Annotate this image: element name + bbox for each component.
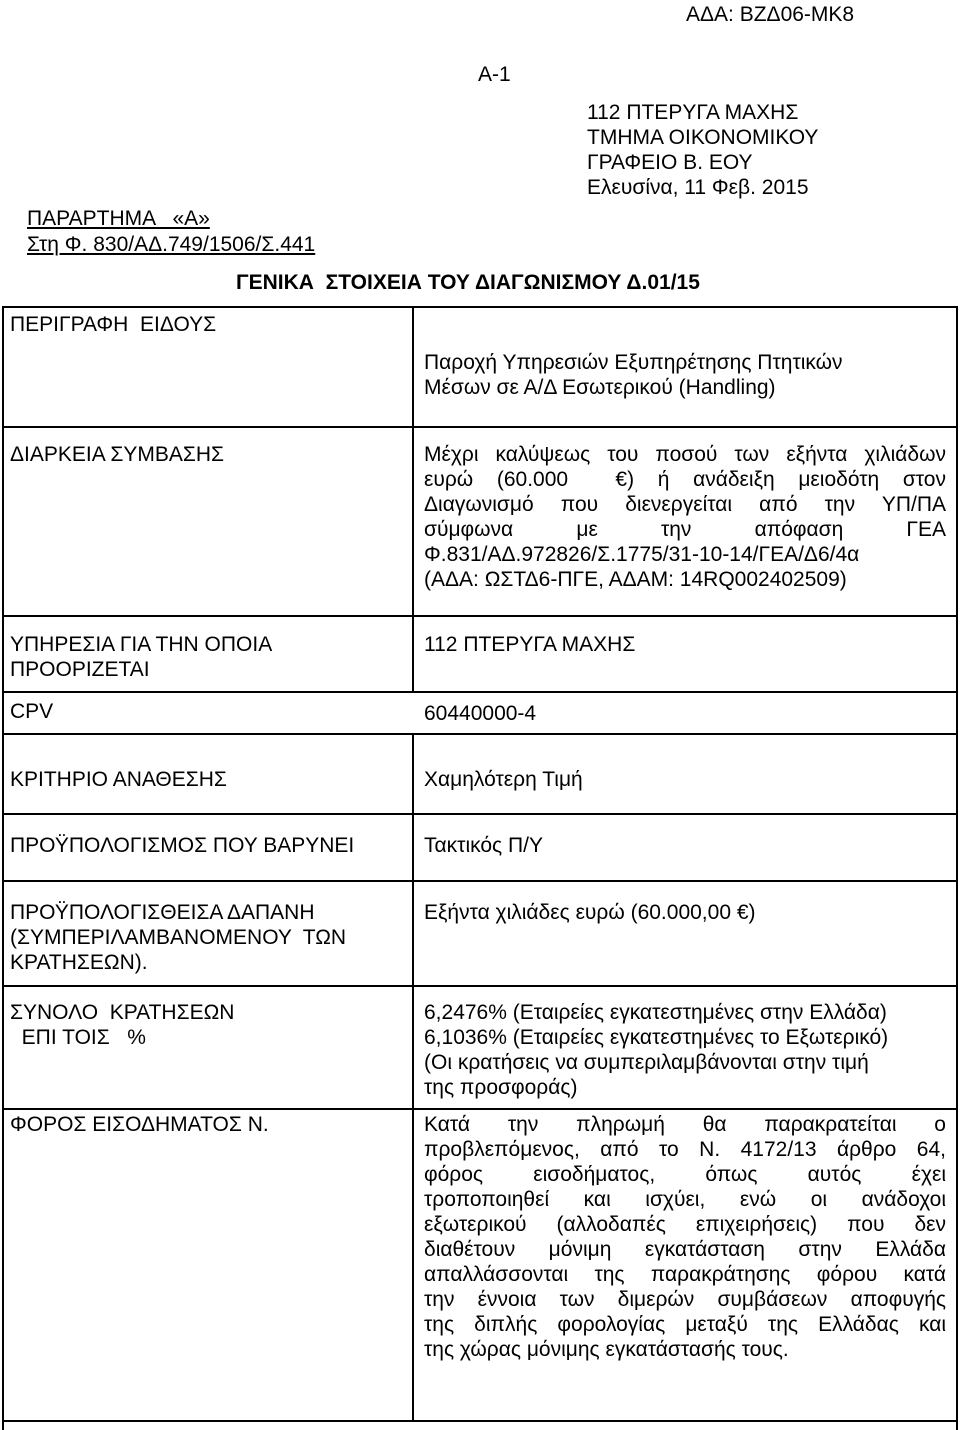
label-line: (ΣΥΜΠΕΡΙΛΑΜΒΑΝΟΜΕΝΟΥ ΤΩΝ xyxy=(10,926,347,949)
label-line: ΠΡΟΟΡΙΖΕΤΑΙ xyxy=(10,658,150,681)
value-line: Διαγωνισμό που διενεργείται από την ΥΠ/ΠΑ xyxy=(424,493,946,516)
value-line: φόρος εισοδήματος, όπως αυτός έχει xyxy=(424,1163,946,1186)
label-line: ΚΡΑΤΗΣΕΩΝ). xyxy=(10,951,148,974)
row-divider xyxy=(2,1108,958,1110)
row-label: CPV xyxy=(10,700,54,723)
ada-code: ΑΔΑ: ΒΖΔ06-ΜΚ8 xyxy=(686,3,855,26)
row-value: Τακτικός Π/Υ xyxy=(424,834,544,857)
row-divider xyxy=(2,985,958,987)
issuer-line: 112 ΠΤΕΡΥΓΑ ΜΑΧΗΣ xyxy=(587,101,799,124)
row-value xyxy=(424,350,949,400)
appendix-title: ΠΑΡΑΡΤΗΜΑ «Α» xyxy=(27,207,210,230)
label-line: ΣΥΝΟΛΟ ΚΡΑΤΗΣΕΩΝ xyxy=(10,1001,235,1024)
value-line: Μέχρι καλύψεως του ποσού των εξήντα χιλιάδων xyxy=(424,443,946,466)
table-border-left xyxy=(2,306,4,1430)
row-value xyxy=(424,442,946,592)
value-line: Μέσων σε Α/Δ Εσωτερικού (Handling) xyxy=(424,376,776,399)
value-line: προβλεπόμενος, από το Ν. 4172/13 άρθρο 64, xyxy=(424,1138,946,1161)
row-value: 60440000-4 xyxy=(424,702,537,725)
value-line: Παροχή Υπηρεσιών Εξυπηρέτησης Πτητικών xyxy=(424,351,843,374)
row-divider xyxy=(2,426,958,428)
appendix-reference: Στη Φ. 830/ΑΔ.749/1506/Σ.441 xyxy=(27,233,316,256)
annex-number: Α-1 xyxy=(478,63,511,86)
value-line: σύμφωνα με την απόφαση ΓΕΑ xyxy=(424,518,946,541)
column-divider xyxy=(412,733,414,1422)
row-value: Εξήντα χιλιάδες ευρώ (60.000,00 €) xyxy=(424,901,756,924)
value-line: απαλλάσσονται της παρακράτησης φόρου κατά xyxy=(424,1263,946,1286)
row-divider xyxy=(2,880,958,882)
row-label: ΠΡΟΫΠΟΛΟΓΙΣΜΟΣ ΠΟΥ ΒΑΡΥΝΕΙ xyxy=(10,834,355,857)
issuer-date-line: Ελευσίνα, 11 Φεβ. 2015 xyxy=(587,176,809,199)
row-label xyxy=(10,1000,234,1050)
issuer-line: ΓΡΑΦΕΙΟ Β. ΕΟΥ xyxy=(587,151,753,174)
row-label: ΚΡΙΤΗΡΙΟ ΑΝΑΘΕΣΗΣ xyxy=(10,768,227,791)
table-border-bottom xyxy=(2,1420,958,1422)
row-label: ΦΟΡΟΣ ΕΙΣΟΔΗΜΑΤΟΣ Ν. xyxy=(10,1113,269,1136)
value-line: 6,1036% (Εταιρείες εγκατεστημένες το Εξωτερικό) xyxy=(424,1026,889,1049)
value-line: της διπλής φορολογίας μεταξύ της Ελλάδας και xyxy=(424,1313,946,1336)
value-line: (ΑΔΑ: ΩΣΤΔ6-ΠΓΕ, ΑΔΑΜ: 14RQ002402509) xyxy=(424,568,847,591)
value-line: Φ.831/ΑΔ.972826/Σ.1775/31-10-14/ΓΕΑ/Δ6/4α xyxy=(424,543,860,566)
label-line: ΥΠΗΡΕΣΙΑ ΓΙΑ ΤΗΝ ΟΠΟΙΑ xyxy=(10,633,273,656)
row-value: Χαμηλότερη Τιμή xyxy=(424,768,583,791)
row-value xyxy=(424,1000,954,1100)
row-divider xyxy=(2,615,958,617)
label-line: ΕΠΙ ΤΟΙΣ % xyxy=(10,1026,146,1049)
column-divider xyxy=(412,306,414,691)
value-line: 6,2476% (Εταιρείες εγκατεστημένες στην Ελλάδα) xyxy=(424,1001,887,1024)
row-divider xyxy=(2,691,958,693)
label-line: ΠΡΟΫΠΟΛΟΓΙΣΘΕΙΣΑ ΔΑΠΑΝΗ xyxy=(10,901,315,924)
row-label: ΔΙΑΡΚΕΙΑ ΣΥΜΒΑΣΗΣ xyxy=(10,443,225,466)
value-line: τροποποιηθεί και ισχύει, ενώ οι ανάδοχοι xyxy=(424,1188,946,1211)
row-divider xyxy=(2,813,958,815)
value-line: ευρώ (60.000 €) ή ανάδειξη μειοδότη στον xyxy=(424,468,946,491)
value-line: (Οι κρατήσεις να συμπεριλαμβάνονται στην τιμή xyxy=(424,1051,869,1074)
table-border-right xyxy=(956,306,958,1430)
value-line: της χώρας μόνιμης εγκατάστασής τους. xyxy=(424,1338,789,1361)
issuer-block xyxy=(587,100,818,200)
value-line: διαθέτουν μόνιμη εγκατάσταση στην Ελλάδα xyxy=(424,1238,946,1261)
value-line: εξωτερικού (αλλοδαπές επιχειρήσεις) που δεν xyxy=(424,1213,946,1236)
issuer-line: ΤΜΗΜΑ ΟΙΚΟΝΟΜΙΚΟΥ xyxy=(587,126,819,149)
row-divider xyxy=(2,733,958,735)
row-label xyxy=(10,900,346,975)
table-border-top xyxy=(2,306,958,308)
value-line: Κατά την πληρωμή θα παρακρατείται ο xyxy=(424,1113,946,1136)
row-value xyxy=(424,1112,946,1362)
value-line: της προσφοράς) xyxy=(424,1076,578,1099)
row-label: ΠΕΡΙΓΡΑΦΗ ΕΙΔΟΥΣ xyxy=(10,313,217,336)
row-value: 112 ΠΤΕΡΥΓΑ ΜΑΧΗΣ xyxy=(424,633,636,656)
value-line: την έννοια των διμερών συμβάσεων αποφυγής xyxy=(424,1288,946,1311)
row-label xyxy=(10,632,272,682)
section-title: ΓΕΝΙΚΑ ΣΤΟΙΧΕΙΑ ΤΟΥ ΔΙΑΓΩΝΙΣΜΟΥ Δ.01/15 xyxy=(236,271,700,294)
